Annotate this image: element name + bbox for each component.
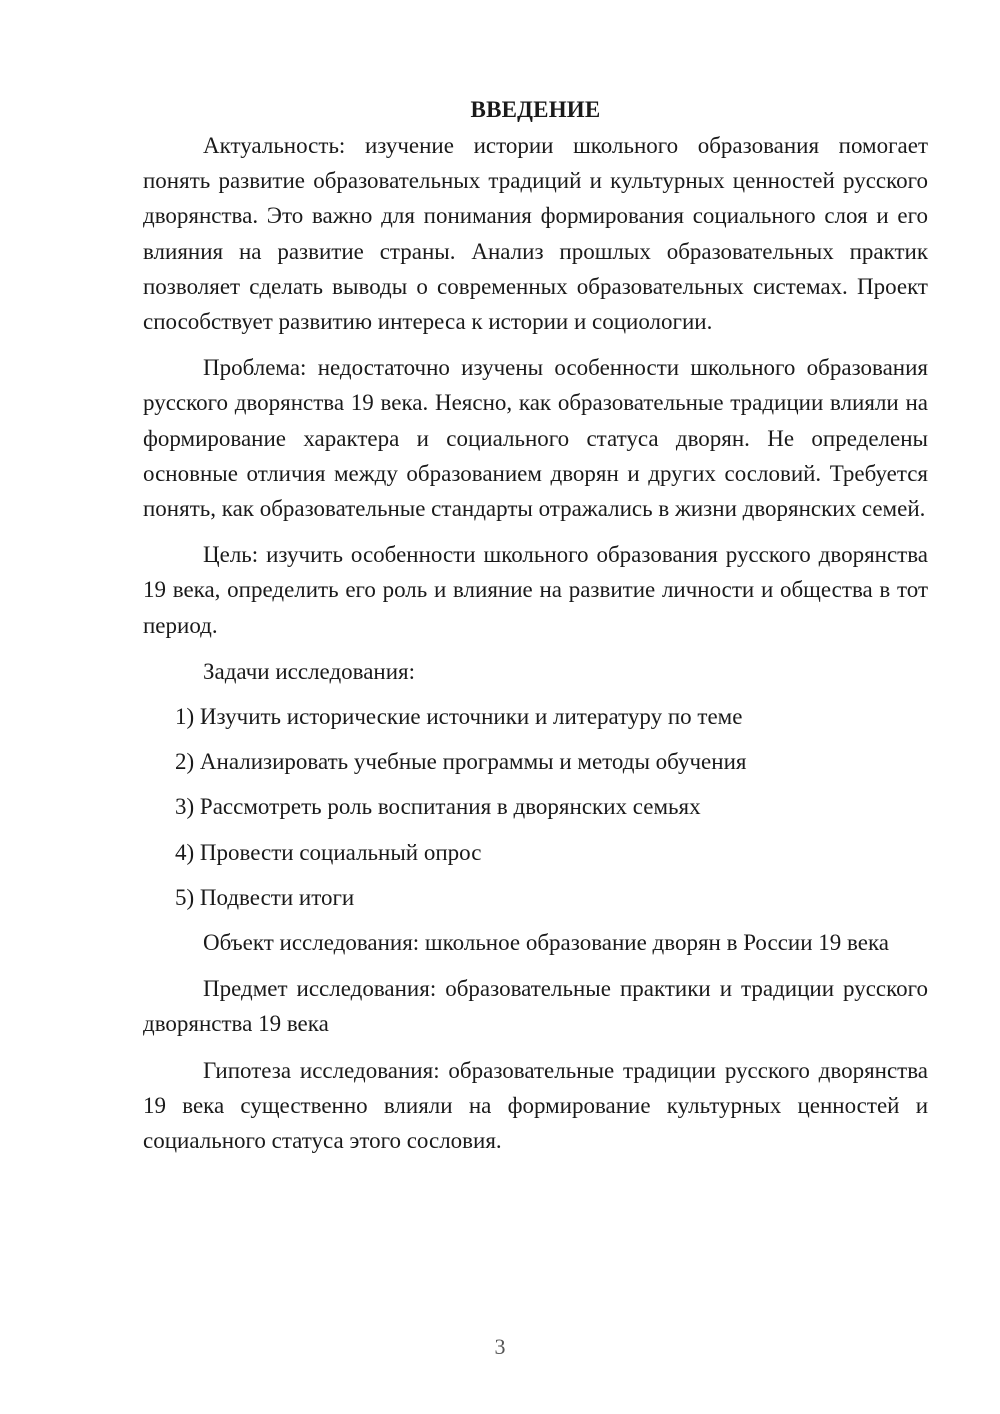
- problem-paragraph: Проблема: недостаточно изучены особенности школьного образования русского дворянства 19 века. Неясно, как образовательные традиции влияли на формирование характера и социального статуса дворян. Не определены основные отличия между образованием дворян и других сословий. Требуется понять, как образовательные стандарты отражались в жизни дворянских семей.: [143, 355, 928, 522]
- document-page: [143, 92, 928, 1169]
- page-number: 3: [494, 1334, 506, 1359]
- hypothesis-paragraph: Гипотеза исследования: образовательные традиции русского дворянства 19 века существенно влияли на формирование культурных ценностей и социального статуса этого сословия.: [143, 1057, 928, 1154]
- task-item: 3) Рассмотреть роль воспитания в дворянских семьях: [175, 794, 701, 820]
- task-item: 4) Провести социальный опрос: [175, 839, 482, 865]
- task-item: 1) Изучить исторические источники и литературу по теме: [175, 704, 743, 730]
- subject-paragraph: Предмет исследования: образовательные практики и традиции русского дворянства 19 века: [143, 976, 928, 1037]
- object-paragraph: Объект исследования: школьное образование дворян в России 19 века: [203, 930, 890, 956]
- tasks-list: [143, 699, 928, 915]
- goal-paragraph: Цель: изучить особенности школьного образования русского дворянства 19 века, определить его роль и влияние на развитие личности и общества в тот период.: [143, 542, 928, 638]
- task-item: 5) Подвести итоги: [175, 884, 355, 910]
- tasks-heading: Задачи исследования:: [203, 658, 416, 684]
- document-title: ВВЕДЕНИЕ: [470, 97, 601, 122]
- relevance-paragraph: Актуальность: изучение истории школьного образования помогает понять развитие образовательных традиций и культурных ценностей русского дворянства. Это важно для понимания формирования социального слоя и его влияния на развитие страны. Анализ прошлых образовательных практик позволяет сделать выводы о современных образовательных системах. Проект способствует развитию интереса к истории и социологии.: [143, 133, 928, 335]
- task-item: 2) Анализировать учебные программы и методы обучения: [175, 749, 747, 775]
